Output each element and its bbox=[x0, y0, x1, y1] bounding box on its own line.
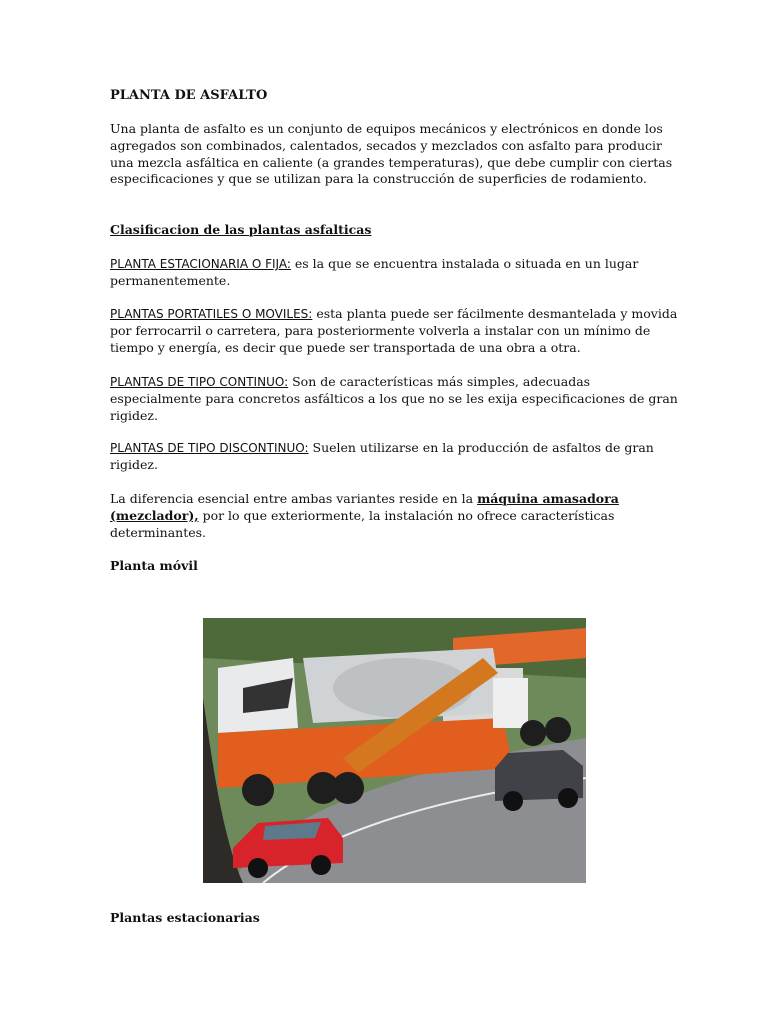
text-fija: es la que se encuentra instalada o situada en un lugar permanentemente. bbox=[110, 256, 639, 288]
difference-after: por lo que exteriormente, la instalación no ofrece características determinantes. bbox=[110, 507, 615, 540]
paragraph-fija bbox=[110, 256, 680, 290]
intro-paragraph: Una planta de asfalto es un conjunto de equipos mecánicos y electrónicos en donde los agregados son combinados, calentados, secados y mezclados con asfalto para producir una mezcla asfáltica en caliente (a grandes temperaturas), que debe cumplir con ciertas especificaciones y que se utilizan para la construcción de superficies de rodamiento. bbox=[110, 121, 673, 187]
mobile-plant-photo bbox=[203, 618, 586, 883]
paragraph-moviles bbox=[110, 306, 680, 356]
text-continuo: Son de características más simples, adecuadas especialmente para concretos asfálticos a los que no se les exija especificaciones de gran rigidez. bbox=[110, 374, 678, 423]
paragraph-continuo bbox=[110, 374, 680, 424]
term-moviles: PLANTAS PORTATILES O MOVILES: bbox=[110, 307, 313, 321]
difference-paragraph bbox=[110, 491, 680, 541]
difference-emphasis: máquina amasadora (mezclador), bbox=[110, 491, 619, 523]
paragraph-discontinuo bbox=[110, 440, 680, 474]
text-discontinuo: Suelen utilizarse en la producción de asfaltos de gran rigidez. bbox=[110, 440, 654, 472]
term-continuo: PLANTAS DE TIPO CONTINUO: bbox=[110, 375, 289, 389]
classification-heading: Clasificacion de las plantas asfalticas bbox=[110, 222, 372, 237]
difference-before: La diferencia esencial entre ambas variantes reside en la bbox=[110, 491, 478, 506]
caption-stationary-plants: Plantas estacionarias bbox=[110, 910, 260, 925]
text-moviles: esta planta puede ser fácilmente desmantelada y movida por ferrocarril o carretera, para posteriormente volverla a instalar con un mínimo de tiempo y energía, es decir que puede ser transportada de una obra a otra. bbox=[110, 306, 678, 355]
caption-mobile-plant: Planta móvil bbox=[110, 558, 198, 573]
document-title: PLANTA DE ASFALTO bbox=[110, 88, 268, 103]
term-discontinuo: PLANTAS DE TIPO DISCONTINUO: bbox=[110, 441, 309, 455]
mobile-plant-illustration bbox=[203, 618, 586, 883]
term-fija: PLANTA ESTACIONARIA O FIJA: bbox=[110, 257, 291, 271]
